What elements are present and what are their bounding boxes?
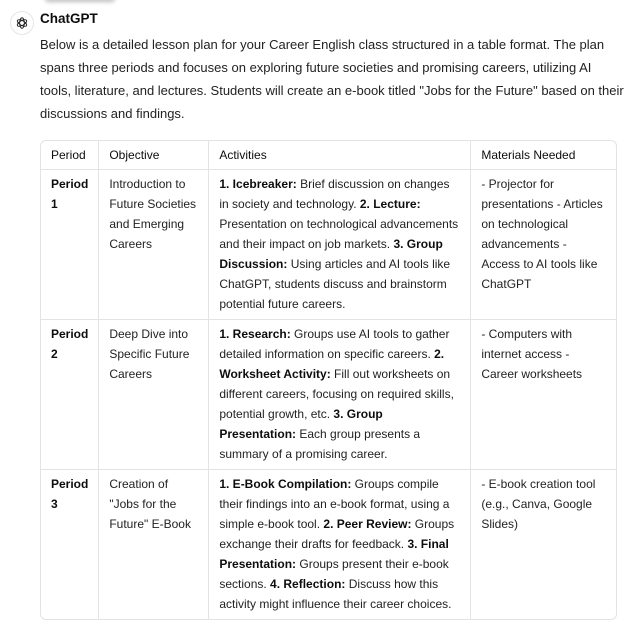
activity-title: 1. Research: — [219, 327, 291, 341]
lesson-plan-table — [40, 140, 617, 620]
activity-description: Brief discussion on changes in society and technology. — [219, 177, 453, 211]
activity-description: Presentation on technological advancements and their impact on job markets. — [219, 197, 462, 251]
activity-title: 4. Reflection: — [270, 577, 346, 591]
cell-materials: - E-book creation tool (e.g., Canva, Google Slides) — [481, 477, 596, 531]
cell-activities — [209, 170, 471, 320]
chatgpt-avatar — [10, 11, 34, 35]
header-period: Period — [41, 141, 99, 170]
activity-description: Groups present their e-book sections. — [219, 557, 453, 591]
activity-title: 3. Final Presentation: — [219, 537, 449, 571]
activity-title: 2. Peer Review: — [323, 517, 412, 531]
activity-title: 3. Group Discussion: — [219, 237, 443, 271]
cell-objective: Creation of "Jobs for the Future" E-Book — [99, 470, 209, 619]
table-row — [41, 470, 616, 619]
cell-period: Period 3 — [41, 470, 99, 619]
cell-objective: Deep Dive into Specific Future Careers — [99, 320, 209, 470]
activity-description: Using articles and AI tools like ChatGPT, students discuss and brainstorm potential future careers. — [219, 257, 454, 311]
table-row — [41, 170, 616, 320]
activity-title: 1. E-Book Compilation: — [219, 477, 352, 491]
author-name: ChatGPT — [40, 11, 98, 26]
cell-period: Period 1 — [41, 170, 99, 320]
table-header-row — [41, 141, 616, 170]
cell-materials: - Computers with internet access - Career worksheets — [471, 320, 616, 470]
activity-description: Groups exchange their drafts for feedback. — [219, 517, 458, 551]
activity-description: Discuss how this activity might influence their career choices. — [219, 577, 452, 611]
header-activities: Activities — [209, 141, 471, 170]
activity-title: 3. Group Presentation: — [219, 407, 383, 441]
activity-title: 2. Lecture: — [359, 197, 421, 211]
activity-description: Groups compile their findings into an e-book format, using a simple e-book tool. — [219, 477, 453, 531]
header-materials: Materials Needed — [471, 141, 616, 170]
activity-title: 1. Icebreaker: — [219, 177, 297, 191]
activity-title: 2. Worksheet Activity: — [219, 347, 445, 381]
header-objective: Objective — [99, 141, 209, 170]
cell-activities — [209, 320, 471, 470]
message-intro: Below is a detailed lesson plan for your Career English class structured in a table format. The plan spans three periods and focuses on exploring future societies and promising careers, utilizing AI tools, literature, and lectures. Students will create an e-book titled "Jobs for the Future" based on their discussions and findings. — [40, 37, 624, 121]
cell-period: Period 2 — [41, 320, 99, 470]
activity-description: Fill out worksheets on different careers, focusing on required skills, potential growth, etc. — [219, 367, 458, 421]
openai-logo-icon — [15, 16, 29, 30]
activity-description: Groups use AI tools to gather detailed information on specific careers. — [219, 327, 453, 361]
table-row — [41, 320, 616, 470]
activity-description: Each group presents a summary of a promising career. — [219, 427, 424, 461]
cell-activities — [209, 470, 471, 619]
cell-objective: Introduction to Future Societies and Emerging Careers — [99, 170, 209, 320]
cell-materials: - Projector for presentations - Articles on technological advancements - Access to AI tools like ChatGPT — [471, 170, 616, 320]
